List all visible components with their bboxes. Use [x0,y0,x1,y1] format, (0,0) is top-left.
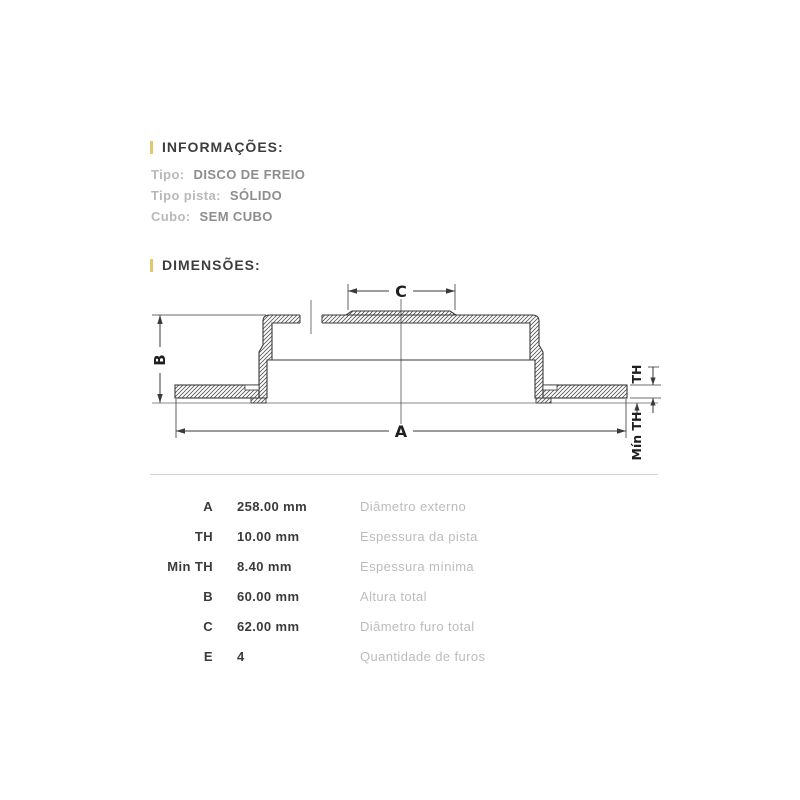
dim-label-th: TH [629,364,644,384]
brake-disc-technical-drawing [145,275,675,470]
info-label: Tipo pista: [151,188,221,203]
table-separator [150,474,658,475]
info-section-header [150,139,284,155]
dimension-code: A [203,498,213,514]
info-value: SEM CUBO [199,209,273,224]
info-row-cubo [151,206,305,227]
dimension-code: B [203,588,213,604]
disc-left-foot [251,398,266,403]
left-flange-notch [245,385,259,390]
accent-bar-icon [150,141,153,154]
dimension-code: TH [194,528,213,544]
table-row [150,611,658,641]
dimension-description: Diâmetro furo total [360,618,475,634]
info-row-tipo [151,164,305,185]
dimensions-section-header [150,257,261,273]
table-row [150,491,658,521]
info-label: Tipo: [151,167,185,182]
dimension-code: C [203,618,213,634]
dimensions-table [150,491,658,671]
dimension-description: Quantidade de furos [360,648,486,664]
dimension-description: Espessura da pista [360,528,478,544]
dim-label-a: A [394,422,408,441]
info-value: DISCO DE FREIO [193,167,306,182]
dim-label-min-th: Mín TH [629,411,644,461]
dimension-code: E [203,648,213,664]
table-row [150,551,658,581]
bolt-hole [300,300,322,334]
info-section-title: INFORMAÇÕES: [162,139,284,155]
info-label: Cubo: [151,209,191,224]
dimension-value: 10.00 mm [237,528,300,544]
dimension-value: 258.00 mm [237,498,308,514]
right-flange-notch [543,385,557,390]
table-row [150,581,658,611]
accent-bar-icon [150,259,153,272]
dimension-value: 4 [237,648,245,664]
dimensions-section-title: DIMENSÕES: [162,257,261,273]
dimension-value: 60.00 mm [237,588,300,604]
info-value: SÓLIDO [229,188,283,203]
dimension-value: 8.40 mm [237,558,292,574]
dimension-code: Min TH [167,558,213,574]
disc-right-foot [536,398,551,403]
dim-label-c: C [395,282,407,301]
table-row [150,641,658,671]
info-rows [151,164,305,227]
info-row-tipo-pista [151,185,305,206]
dimension-description: Diâmetro externo [360,498,467,514]
dimension-description: Espessura mínima [360,558,475,574]
dimension-value: 62.00 mm [237,618,300,634]
dimension-description: Altura total [360,588,427,604]
dim-label-b: B [151,354,169,366]
table-row [150,521,658,551]
